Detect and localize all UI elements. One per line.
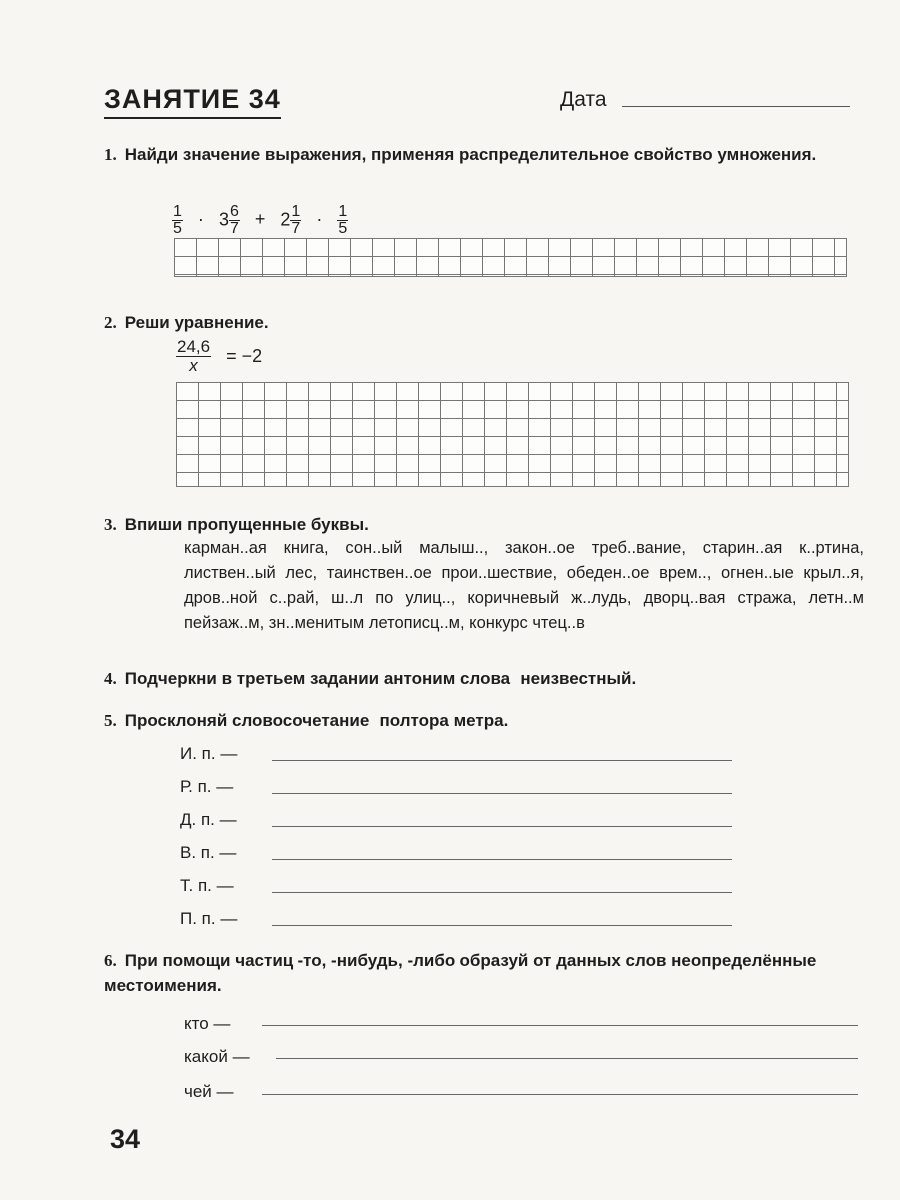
date-label: Дата bbox=[560, 88, 607, 111]
task-number: 2. bbox=[104, 313, 117, 332]
equation: $\frac{24,6}{x}$ = −2 bbox=[177, 337, 263, 375]
case-answer-line[interactable] bbox=[272, 859, 732, 860]
case-label: И. п. — bbox=[180, 744, 238, 763]
word-list[interactable]: карман..ая книга, сон..ый малыш.., закон..ое треб..вание, старин..ая к..ртина, листвен..ый лес, таинствен..ое прои..шествие, обеден..ое врем.., огнен..ые крыл..я, дров..ной с..рай, ш..л по улиц.., коричневый ж..лудь, дворц..вая стража, летн..м пейзаж..м, зн..менитым летописц..м, конкурс чтец..в bbox=[184, 539, 864, 632]
pronoun-row bbox=[184, 1082, 234, 1102]
case-label: Т. п. — bbox=[180, 876, 234, 895]
task-number: 5. bbox=[104, 711, 117, 730]
case-answer-line[interactable] bbox=[272, 793, 732, 794]
task-number: 4. bbox=[104, 669, 117, 688]
target-phrase: полтора метра. bbox=[379, 711, 509, 730]
task-number: 3. bbox=[104, 515, 117, 534]
case-label: В. п. — bbox=[180, 843, 237, 862]
answer-grid-2[interactable] bbox=[176, 382, 849, 487]
case-row-prepositional bbox=[180, 909, 237, 929]
particles: -то, -нибудь, -либо bbox=[297, 951, 456, 970]
task-text: При помощи частиц bbox=[124, 951, 294, 970]
fraction: $\frac{24,6}{x}$ bbox=[177, 337, 211, 375]
case-row-nominative bbox=[180, 744, 237, 764]
page-title: ЗАНЯТИЕ 34 bbox=[104, 84, 281, 119]
pronoun-answer-line[interactable] bbox=[276, 1058, 858, 1059]
case-label: Р. п. — bbox=[180, 777, 234, 796]
math-expression: $\frac{1}{5}$ · 3 $\frac{6}{7}$ + 2 $\frac{1}{7}$ · $\frac{1}{5}$ bbox=[173, 203, 348, 237]
case-row-instrumental bbox=[180, 876, 234, 896]
case-row-dative bbox=[180, 810, 237, 830]
pronoun-row bbox=[184, 1047, 250, 1067]
case-label: Д. п. — bbox=[180, 810, 237, 829]
fraction: $\frac{1}{7}$ bbox=[291, 203, 301, 237]
pronoun-row bbox=[184, 1014, 230, 1034]
case-answer-line[interactable] bbox=[272, 826, 732, 827]
pronoun-label: кто — bbox=[184, 1014, 231, 1033]
date-input-line[interactable] bbox=[622, 106, 850, 107]
task-text: Найди значение выражения, применяя распределительное свойство умножения. bbox=[124, 145, 817, 164]
fraction: $\frac{1}{5}$ bbox=[173, 203, 182, 237]
task-number: 6. bbox=[104, 951, 117, 970]
case-row-genitive bbox=[180, 777, 233, 797]
pronoun-answer-line[interactable] bbox=[262, 1025, 858, 1026]
task-3 bbox=[104, 512, 369, 537]
case-answer-line[interactable] bbox=[272, 925, 732, 926]
case-row-accusative bbox=[180, 843, 236, 863]
task-5 bbox=[104, 708, 508, 733]
task-number: 1. bbox=[104, 145, 117, 164]
case-answer-line[interactable] bbox=[272, 892, 732, 893]
case-answer-line[interactable] bbox=[272, 760, 732, 761]
page-number: 34 bbox=[110, 1124, 141, 1154]
task-text: Просклоняй словосочетание bbox=[124, 711, 370, 730]
task-text: Подчеркни в третьем задании антоним слова bbox=[124, 669, 511, 688]
fraction: $\frac{1}{5}$ bbox=[338, 203, 348, 237]
task-text: Впиши пропущенные буквы. bbox=[124, 515, 369, 534]
task-6 bbox=[104, 948, 864, 998]
fraction: $\frac{6}{7}$ bbox=[229, 203, 239, 237]
answer-grid-1[interactable] bbox=[174, 238, 847, 277]
task-text: Реши уравнение. bbox=[124, 313, 269, 332]
pronoun-label: чей — bbox=[184, 1082, 234, 1101]
task-4 bbox=[104, 666, 636, 691]
pronoun-answer-line[interactable] bbox=[262, 1094, 858, 1095]
task-text: образуй от данных слов неопределённые местоимения. bbox=[104, 951, 817, 995]
task-1 bbox=[104, 142, 854, 167]
case-label: П. п. — bbox=[180, 909, 238, 928]
pronoun-label: какой — bbox=[184, 1047, 250, 1066]
target-word: неизвестный. bbox=[520, 669, 637, 688]
task-2 bbox=[104, 310, 269, 335]
